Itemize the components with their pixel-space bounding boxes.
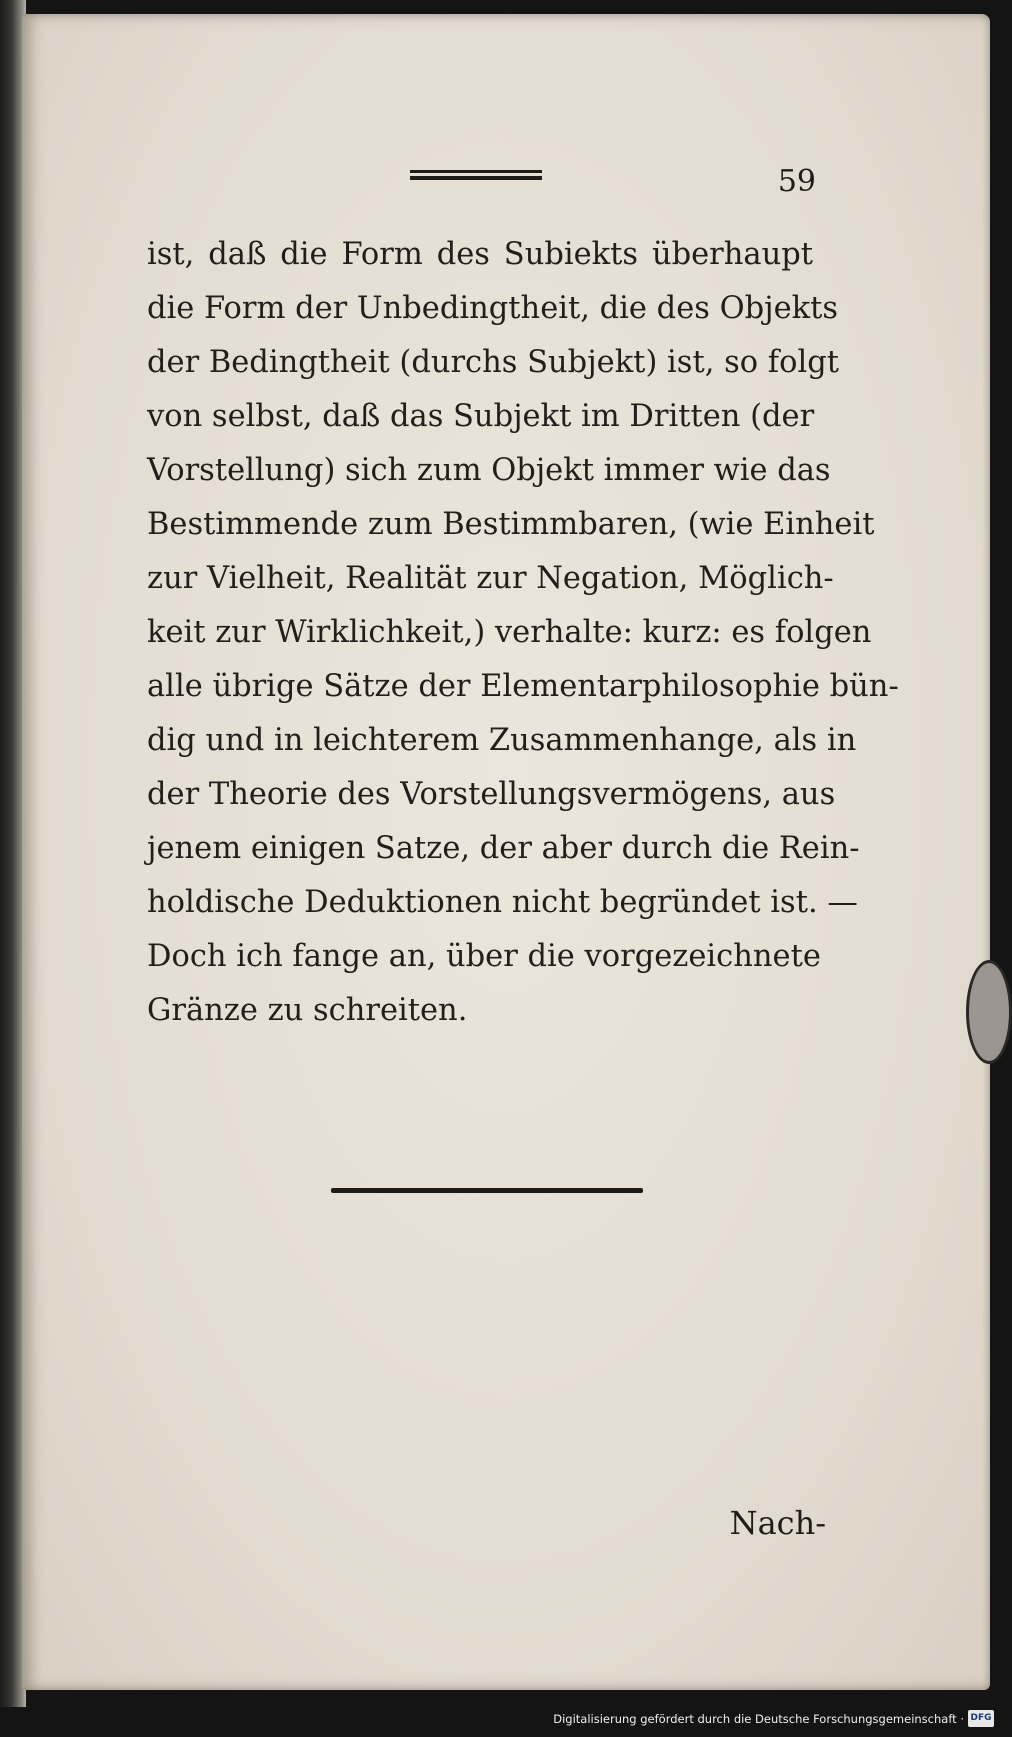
- text-line: Gränze zu schreiten.: [147, 993, 468, 1028]
- header-ornament-rule: [410, 170, 542, 184]
- text-line: jenem einigen Satze, der aber durch die Rein-: [147, 831, 860, 866]
- page-number: 59: [777, 164, 816, 199]
- text-line: dig und in leichterem Zusammenhange, als in: [147, 723, 857, 758]
- body-text: [147, 228, 899, 1038]
- text-line: der Theorie des Vorstellungsvermögens, aus: [147, 777, 836, 812]
- text-line: keit zur Wirklichkeit,) verhalte: kurz: es folgen: [147, 615, 872, 650]
- dfg-logo-icon: DFG: [968, 1710, 994, 1727]
- text-line: der Bedingtheit (durchs Subjekt) ist, so folgt: [147, 345, 839, 380]
- text-line: die Form der Unbedingtheit, die des Objekts: [147, 291, 839, 326]
- text-line: ist, daß die Form des Subiekts überhaupt: [147, 237, 813, 272]
- section-end-rule: [331, 1188, 643, 1193]
- page-edge-tab: [966, 960, 1012, 1064]
- text-line: Doch ich fange an, über die vorgezeichnete: [147, 939, 821, 974]
- text-line: holdische Deduktionen nicht begründet ist. —: [147, 885, 858, 920]
- funding-credit: Digitalisierung gefördert durch die Deutsche Forschungsgemeinschaft ·: [553, 1712, 964, 1726]
- text-line: Vorstellung) sich zum Objekt immer wie das: [147, 453, 831, 488]
- text-line: von selbst, daß das Subjekt im Dritten (der: [147, 399, 815, 434]
- catchword: Nach-: [729, 1504, 826, 1542]
- text-line: Bestimmende zum Bestimmbaren, (wie Einheit: [147, 507, 875, 542]
- text-line: alle übrige Sätze der Elementarphilosophie bün-: [147, 669, 899, 704]
- text-line: zur Vielheit, Realität zur Negation, Möglich-: [147, 561, 834, 596]
